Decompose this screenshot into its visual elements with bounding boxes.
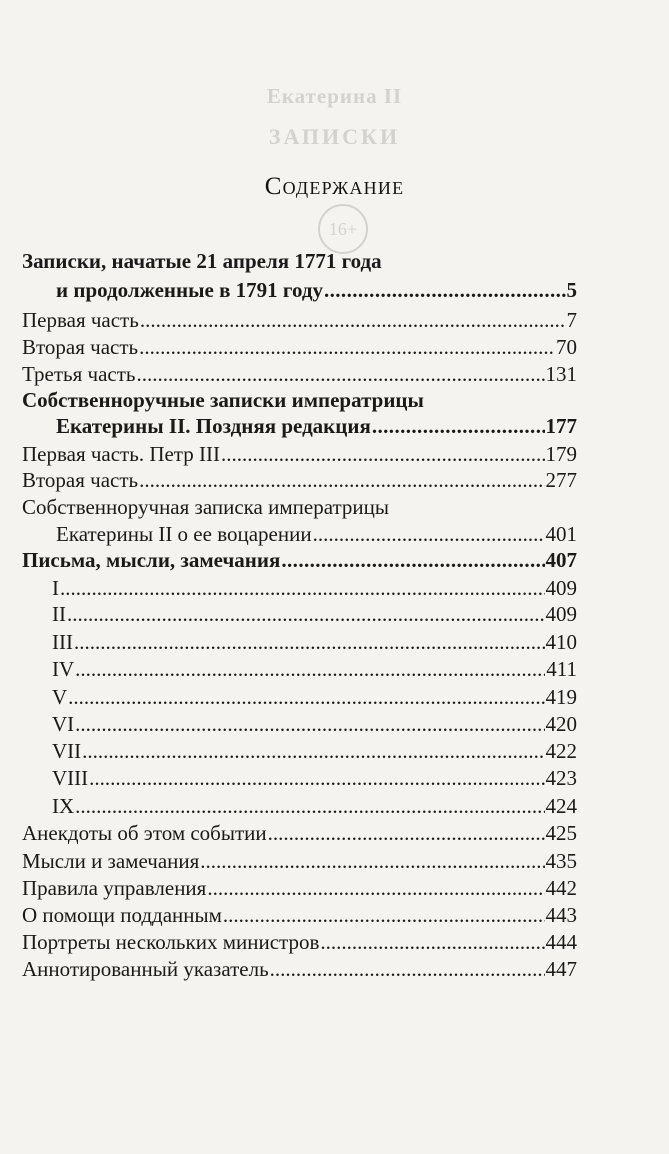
toc-entry [52, 737, 577, 765]
toc-entry-label: Анекдоты об этом событии [22, 821, 267, 845]
toc-entry [22, 333, 577, 361]
toc-entry [22, 360, 577, 388]
toc-entry [22, 847, 577, 875]
toc-entry-page: 7 [566, 308, 577, 332]
toc-entry-page: 435 [545, 849, 577, 873]
dot-leader [139, 466, 544, 494]
toc-entry-label: I [52, 576, 59, 600]
dot-leader [89, 764, 544, 792]
toc-entry-label: Мысли и замечания [22, 849, 200, 873]
toc-entry-label: Правила управления [22, 876, 207, 900]
toc-entry-page: 443 [545, 903, 577, 927]
toc-entry [56, 520, 577, 548]
toc-entry [22, 306, 577, 334]
toc-entry-label: Вторая часть [22, 335, 139, 359]
dot-leader [270, 955, 545, 983]
toc-entry-label: Екатерины II. Поздняя редакция [56, 414, 371, 438]
toc-entry [22, 247, 577, 275]
toc-entry-label: Третья часть [22, 362, 136, 386]
toc-entry-page: 442 [545, 876, 577, 900]
toc-entry-label: Екатерины II о ее воцарении [56, 522, 312, 546]
toc-entry [52, 710, 577, 738]
toc-entry-page: 410 [545, 630, 577, 654]
dot-leader [60, 574, 545, 602]
toc-entry-page: 70 [556, 335, 577, 359]
toc-entry-label: VIII [52, 766, 89, 790]
dot-leader [140, 306, 566, 334]
toc-entry-label: VI [52, 712, 75, 736]
toc-entry-label: II [52, 602, 66, 626]
dot-leader [223, 901, 545, 929]
toc-entry [56, 412, 577, 440]
toc-entry [52, 792, 577, 820]
toc-entry-label: IX [52, 794, 75, 818]
dot-leader [372, 412, 545, 440]
toc-entry-label: Записки, начатые 21 апреля 1771 года [22, 249, 382, 273]
toc-entry-label: и продолженные в 1791 году [56, 278, 323, 302]
dot-leader [221, 440, 545, 468]
toc-entry [22, 928, 577, 956]
toc-entry [22, 819, 577, 847]
dot-leader [75, 655, 545, 683]
toc-entry-label: Собственноручная записка императрицы [22, 495, 390, 519]
dot-leader [82, 737, 544, 765]
dot-leader [139, 333, 555, 361]
toc-entry [56, 276, 577, 304]
toc-entry-page: 409 [545, 576, 577, 600]
toc-entry-label: III [52, 630, 73, 654]
toc-entry-label: Письма, мысли, замечания [22, 548, 281, 572]
toc-entry-label: Аннотированный указатель [22, 957, 269, 981]
toc-entry-label: Вторая часть [22, 468, 139, 492]
toc-entry-label: Портреты нескольких министров [22, 930, 320, 954]
toc-entry [52, 628, 577, 656]
toc-entry [22, 874, 577, 902]
toc-entry-page: 424 [545, 794, 577, 818]
toc-entry [22, 440, 577, 468]
toc-entry-page: 177 [545, 414, 577, 438]
toc-entry-page: 401 [545, 522, 577, 546]
dot-leader [68, 683, 544, 711]
toc-entry-page: 277 [545, 468, 577, 492]
toc-entry [22, 466, 577, 494]
toc-entry-page: 422 [545, 739, 577, 763]
toc-entry-page: 179 [545, 442, 577, 466]
dot-leader [136, 360, 544, 388]
toc-entry [22, 546, 577, 574]
toc-entry-page: 411 [546, 657, 577, 681]
toc-entry-label: V [52, 685, 68, 709]
dot-leader [268, 819, 545, 847]
toc-entry-label: VII [52, 739, 82, 763]
bleedthrough-author: Екатерина II [266, 84, 403, 108]
toc-entry-label: IV [52, 657, 75, 681]
toc-entry [52, 600, 577, 628]
dot-leader [200, 847, 544, 875]
toc-entry-page: 423 [545, 766, 577, 790]
dot-leader [74, 628, 545, 656]
toc-entry [22, 386, 577, 414]
toc-entry-page: 131 [545, 362, 577, 386]
bleedthrough-age-rating: 16+ [318, 204, 368, 254]
bleedthrough-title: ЗАПИСКИ [268, 124, 401, 149]
dot-leader [320, 928, 544, 956]
toc-entry-page: 5 [566, 278, 577, 302]
toc-entry-label: Первая часть [22, 308, 139, 332]
dot-leader [75, 792, 544, 820]
dot-leader [67, 600, 545, 628]
toc-entry-page: 425 [545, 821, 577, 845]
toc-entry-page: 447 [545, 957, 577, 981]
toc-entry [52, 655, 577, 683]
dot-leader [75, 710, 544, 738]
toc-entry-label: Собственноручные записки императрицы [22, 388, 424, 412]
toc-entry [52, 574, 577, 602]
toc-entry-page: 409 [545, 602, 577, 626]
toc-entry [52, 764, 577, 792]
contents-heading: Содержание [264, 173, 405, 200]
toc-entry-label: О помощи подданным [22, 903, 222, 927]
toc-entry-page: 407 [545, 548, 577, 572]
toc-entry-label: Первая часть. Петр III [22, 442, 220, 466]
dot-leader [207, 874, 544, 902]
toc-entry-page: 419 [545, 685, 577, 709]
dot-leader [324, 276, 566, 304]
toc-entry [22, 493, 577, 521]
toc-entry [52, 683, 577, 711]
toc-entry [22, 901, 577, 929]
dot-leader [281, 546, 544, 574]
toc-entry-page: 444 [545, 930, 577, 954]
toc-entry-page: 420 [545, 712, 577, 736]
toc-entry [22, 955, 577, 983]
dot-leader [313, 520, 545, 548]
